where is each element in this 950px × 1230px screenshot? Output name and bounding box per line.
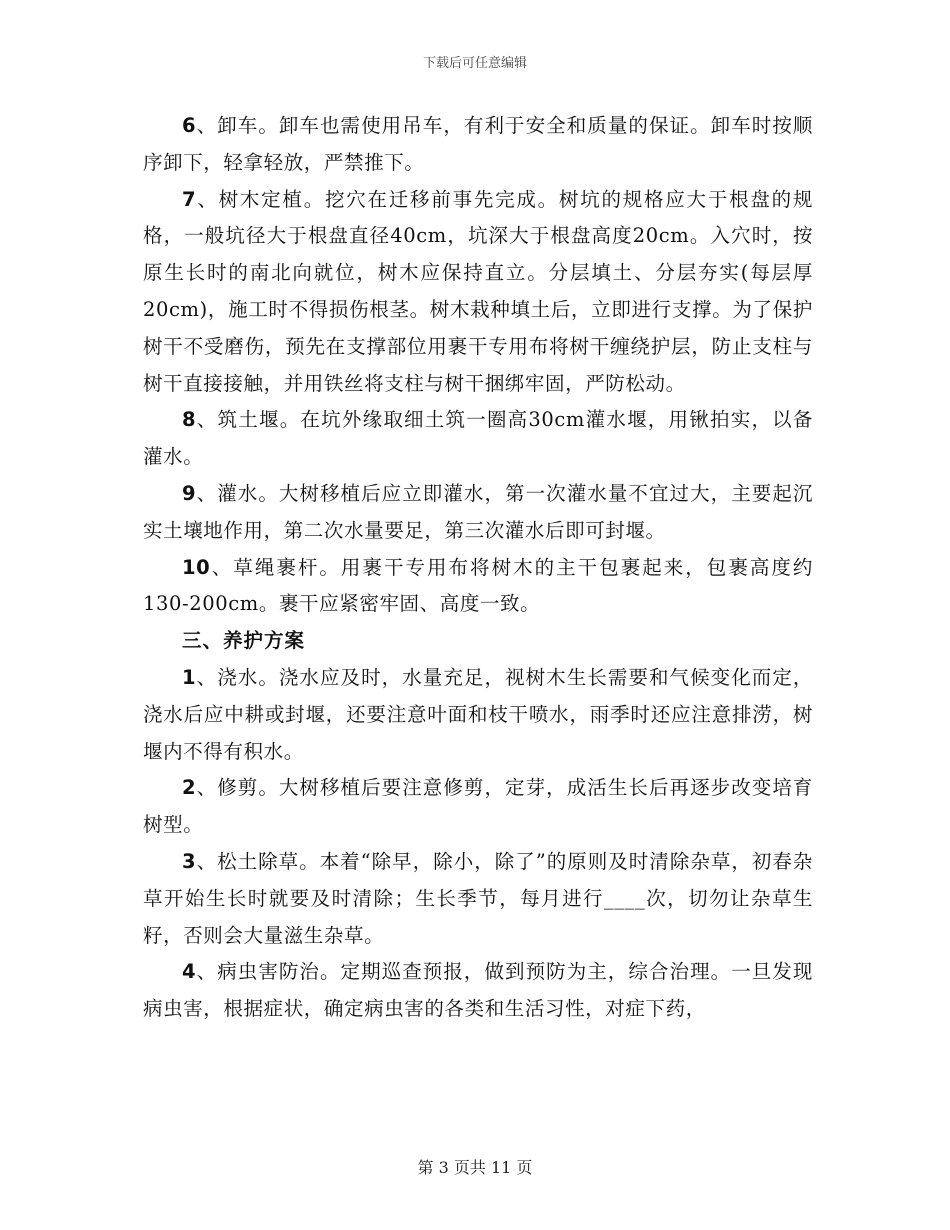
document-body xyxy=(143,108,813,1028)
paragraph-item-9 xyxy=(143,476,813,550)
item-number: 1 xyxy=(182,665,197,689)
paragraph-text: 、松土除草。本着“除早，除小，除了”的原则及时清除杂草，初春杂草开始生长时就要及时清除；生长季节，每月进行____次，切勿让杂草生籽，否则会大量滋生杂草。 xyxy=(143,849,813,947)
page-header: 下载后可任意编辑 xyxy=(422,56,527,71)
paragraph-text: 、草绳裹杆。用裹干专用布将树木的主干包裹起来，包裹高度约130-200cm。裹干应紧密牢固、高度一致。 xyxy=(143,555,813,616)
paragraph-item-8 xyxy=(143,402,813,476)
paragraph-item-6 xyxy=(143,108,813,182)
paragraph-care-1 xyxy=(143,660,813,770)
item-number: 7 xyxy=(182,187,197,211)
section-heading: 三、养护方案 xyxy=(182,629,306,653)
paragraph-text: 、树木定植。挖穴在迁移前事先完成。树坑的规格应大于根盘的规格，一般坑径大于根盘直径40cm，坑深大于根盘高度20cm。入穴时，按原生长时的南北向就位，树木应保持直立。分层填土、分层夯实(每层厚20cm)，施工时不得损伤根茎。树木栽种填土后，立即进行支撑。为了保护树干不受磨伤，预先在支撑部位用裹干专用布将树干缠绕护层，防止支柱与树干直接接触，并用铁丝将支柱与树干捆绑牢固，严防松动。 xyxy=(143,187,813,395)
paragraph-text: 、灌水。大树移植后应立即灌水，第一次灌水量不宜过大，主要起沉实土壤地作用，第二次水量要足，第三次灌水后即可封堰。 xyxy=(143,481,813,542)
paragraph-text: 、病虫害防治。定期巡查预报，做到预防为主，综合治理。一旦发现病虫害，根据症状，确定病虫害的各类和生活习性，对症下药， xyxy=(143,960,813,1021)
item-number: 4 xyxy=(182,960,197,984)
paragraph-text: 、浇水。浇水应及时，水量充足，视树木生长需要和气候变化而定，浇水后应中耕或封堰，还要注意叶面和枝干喷水，雨季时还应注意排涝，树堰内不得有积水。 xyxy=(143,665,813,763)
item-number: 6 xyxy=(182,114,197,137)
paragraph-text: 、修剪。大树移植后要注意修剪，定芽，成活生长后再逐步改变培育树型。 xyxy=(143,776,813,837)
item-number: 8 xyxy=(182,408,197,432)
paragraph-text: 、筑土堰。在坑外缘取细土筑一圈高30cm灌水堰，用锹拍实，以备灌水。 xyxy=(143,408,813,469)
item-number: 3 xyxy=(182,849,197,873)
page-footer: 第 3 页共 11 页 xyxy=(417,1158,533,1177)
paragraph-care-2 xyxy=(143,770,813,844)
paragraph-text: 、卸车。卸车也需使用吊车，有利于安全和质量的保证。卸车时按顺序卸下，轻拿轻放，严禁推下。 xyxy=(143,114,813,174)
paragraph-care-4 xyxy=(143,954,813,1028)
item-number: 2 xyxy=(182,776,197,800)
paragraph-item-10 xyxy=(143,550,813,624)
item-number: 10 xyxy=(182,555,211,579)
item-number: 9 xyxy=(182,481,197,505)
paragraph-care-3 xyxy=(143,844,813,954)
paragraph-item-7 xyxy=(143,182,813,403)
